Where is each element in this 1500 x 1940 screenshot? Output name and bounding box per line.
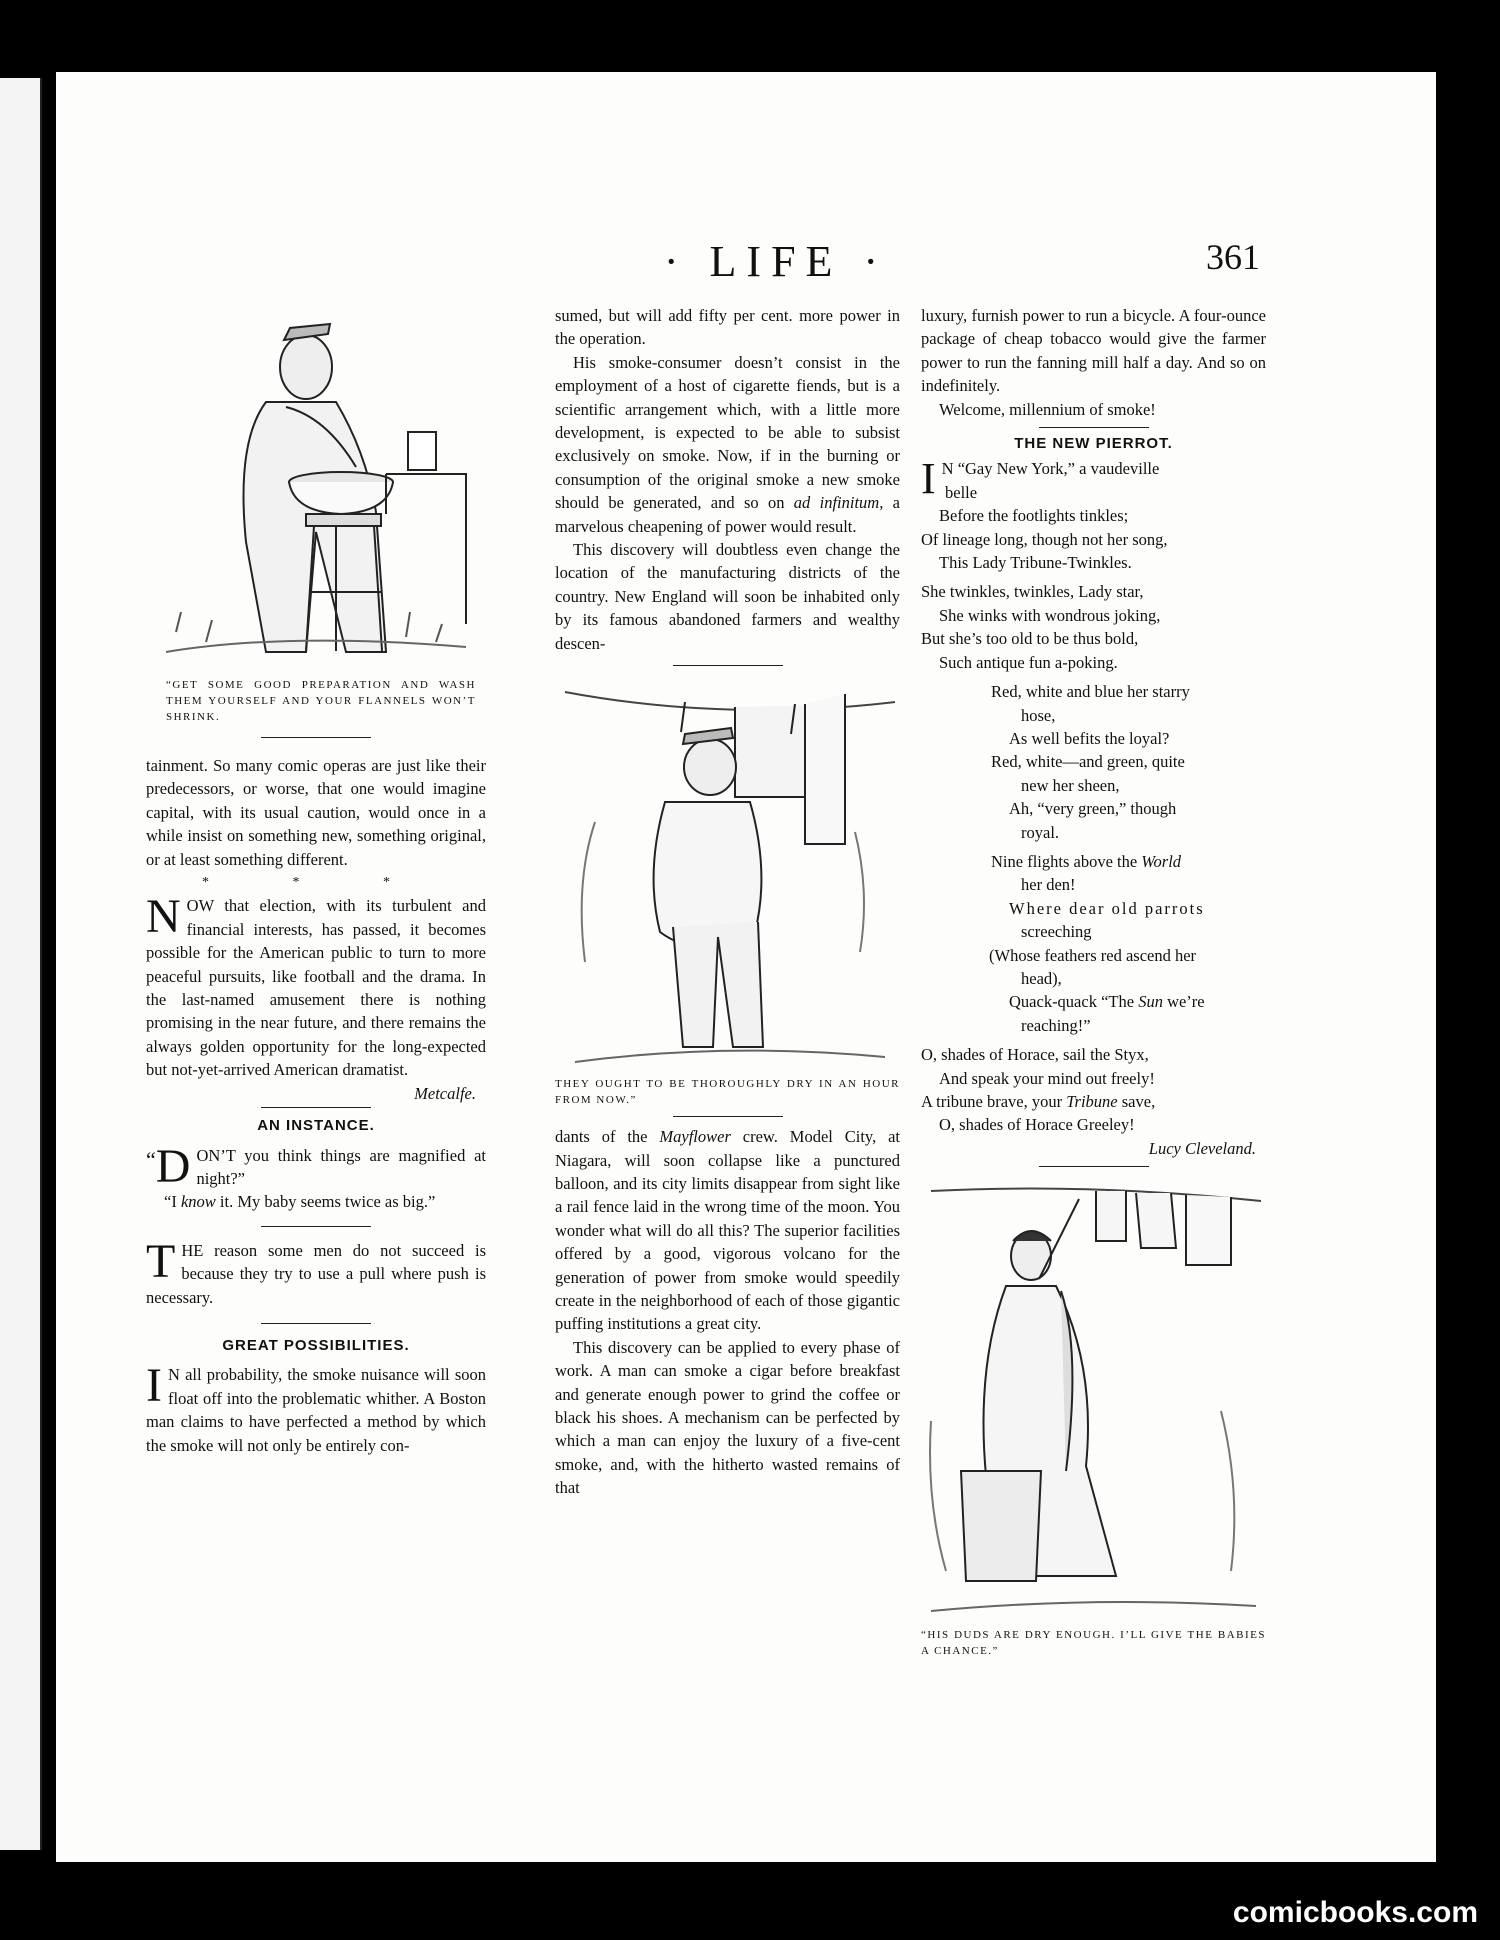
paragraph-applied: This discovery can be applied to every phase of work. A man can smoke a cigar before breakfast and generate enough power to grind the coffee or black his shoes. A mechanism can be perfected by which a man can enjoy the luxury of a five-cent smoke, and, with the hitherto wasted remains of that (555, 1337, 900, 1498)
drop-cap-d: D (155, 1139, 191, 1193)
signature-metcalfe: Metcalfe. (414, 1083, 476, 1103)
poem-line: And speak your mind out freely! (939, 1068, 1155, 1088)
paragraph-luxury: luxury, furnish power to run a bicycle. A four-ounce package of cheap tobacco would give the farmer power to run the fanning mill half a day. And so on indefinitely. (921, 306, 1266, 396)
paragraph-smoke-consumer: His smoke-consumer doesn’t consist in the employment of a host of cigarette fiends, but is a scientific arrangement which, with a little more development, is expected to be able to subsist exclusively on smoke. Now, if in the burning or consumption of the original smoke a new smoke should be generated, and so on ad infinitum, a marvelous cheapening of power would result. (555, 352, 900, 536)
poem-line: N “Gay New York,” a vaudeville (941, 459, 1160, 479)
paragraph-now: NOW that election, with its turbulent and financial interests, has passed, it becomes possible for the American public to turn to more peaceful pursuits, like football and the drama. In the last-named amusement there is nothing promising in the near future, and there remains the always golden opportunity for the long-expected but not-yet-arrived American dramatist. (146, 890, 486, 1080)
caption-1: “GET SOME GOOD PREPARATION AND WASH THEM YOURSELF AND YOUR FLANNELS WON’T SHRINK. (166, 679, 476, 723)
paragraph-dants: dants of the Mayflower crew. Model City, at Niagara, will soon collapse like a punctured balloon, and its city limits disappear from sight like a rail fence laid in the wrong time of the moon. You wonder what will do all this? The superior facilities offered by a good, vigorous volcano for the generation of power from smoke would speedily create in the neighborhood of each of those gigantic puffing institutions a great city. (555, 1127, 901, 1334)
divider (673, 665, 783, 666)
poem-line: Nine flights above the (991, 851, 1138, 871)
divider (261, 1107, 371, 1108)
poem-line: She twinkles, twinkles, Lady star, (921, 582, 1144, 602)
masthead: · LIFE · (663, 237, 889, 286)
paragraph-tainment: tainment. So many comic operas are just like their predecessors, or worse, that one would imagine capital, with its usual caution, would once in a while insist on something new, something original, or at least something different. (146, 756, 486, 869)
divider (261, 1226, 371, 1227)
heading-new-pierrot: THE NEW PIERROT. (1014, 435, 1173, 453)
section-stars: * * * (202, 875, 430, 891)
poem-line: hose, (1021, 705, 1056, 725)
illustration-man-clothesline (555, 672, 900, 1072)
poem-line: her den! (1021, 875, 1076, 895)
divider (1039, 427, 1149, 428)
paragraph-reply: “I know it. My baby seems twice as big.” (164, 1192, 436, 1212)
magazine-page (56, 72, 1436, 1862)
divider (673, 1116, 783, 1117)
signature-lucy-cleveland: Lucy Cleveland. (1148, 1138, 1256, 1158)
poem-line: Red, white—and green, quite (991, 752, 1185, 772)
page-number: 361 (1206, 237, 1260, 277)
poem-new-pierrot: I N “Gay New York,” a vaudeville belle Before the footlights tinkles; Of lineage long, though not her song, This Lady Tribune-Twinkles. She twinkles, twinkles, Lady star, She winks with wondrous joking, But she’s too old to be thus bold, Such antique fun a-poking. Red, white and blue her starry hose, As well befits the loyal? Red, white—and green, quite new her sheen, Ah, “very green,” though royal. Nine flights above the World her den! Where dear old parrots screeching (Whose feathers red ascend her head), Quack-quack “The Sun we’re reaching!” O, shades of Horace, sail the Styx, And speak your mind out freely! A tribune brave, your Tribune save, O, shades of Horace Greeley! (921, 457, 1266, 1136)
divider (261, 737, 371, 738)
column-2 (555, 304, 900, 1500)
drop-cap-t: T (146, 1234, 176, 1288)
poem-line: Ah, “very green,” though (1009, 799, 1177, 819)
caption-2: THEY OUGHT TO BE THOROUGHLY DRY IN AN HOUR FROM NOW.” (555, 1078, 900, 1107)
poem-line: This Lady Tribune-Twinkles. (939, 553, 1132, 573)
poem-line: screeching (1021, 922, 1092, 942)
poem-line: royal. (1021, 822, 1060, 842)
poem-line: Quack-quack “The (1009, 992, 1135, 1012)
poem-line: Such antique fun a-poking. (939, 652, 1118, 672)
poem-line: She winks with wondrous joking, (939, 605, 1161, 625)
drop-cap-i-poem: I (921, 454, 936, 504)
heading-an-instance: AN INSTANCE. (257, 1117, 375, 1135)
poem-line: As well befits the loyal? (1009, 728, 1170, 748)
illustration-man-washing (146, 232, 476, 667)
caption-3: “HIS DUDS ARE DRY ENOUGH. I’LL GIVE THE BABIES A CHANCE.” (921, 1629, 1266, 1658)
poem-line: Of lineage long, though not her song, (921, 529, 1168, 549)
paragraph-discovery: This discovery will doubtless even change the location of the manufacturing districts of the country. New England will soon be inhabited only by its famous abandoned farmers and wealthy descen- (555, 540, 900, 653)
drop-cap-i: I (146, 1359, 162, 1413)
poem-line: head), (1021, 968, 1062, 988)
poem-line: O, shades of Horace, sail the Styx, (921, 1045, 1149, 1065)
paragraph-reason: THE reason some men do not succeed is because they try to use a pull where push is necessary. (146, 1234, 486, 1307)
paragraph-welcome: Welcome, millennium of smoke! (939, 399, 1156, 419)
drop-cap-n: N (146, 890, 181, 944)
poem-line: O, shades of Horace Greeley! (939, 1115, 1135, 1135)
heading-great-possibilities: GREAT POSSIBILITIES. (222, 1336, 410, 1354)
poem-line: (Whose feathers red ascend her (989, 945, 1197, 965)
divider (261, 1323, 371, 1324)
poem-line: belle (945, 482, 978, 502)
poem-line: Before the footlights tinkles; (939, 506, 1129, 526)
watermark: comicbooks.com (1232, 1896, 1478, 1929)
column-1 (146, 677, 486, 1457)
poem-line: Where dear old parrots (1009, 898, 1205, 918)
divider (1039, 1166, 1149, 1167)
poem-line: A tribune brave, your (921, 1092, 1063, 1111)
poem-line: Red, white and blue her starry (991, 682, 1190, 702)
poem-line: But she’s too old to be thus bold, (921, 629, 1139, 649)
paragraph-dont: “ D ON’T you think things are magnified at night?” (146, 1139, 486, 1193)
facing-page-edge (0, 78, 42, 1850)
paragraph-in-all: I N all probability, the smoke nuisance will soon float off into the problematic whither. A Boston man claims to have perfected a method by which the smoke will not only be entirely con- (146, 1359, 486, 1455)
paragraph-sumed: sumed, but will add fifty per cent. more power in the operation. (555, 306, 900, 349)
poem-line: new her sheen, (1021, 775, 1120, 795)
column-3 (921, 304, 1266, 1659)
illustration-woman-clothesline (921, 1171, 1266, 1621)
poem-line: reaching!” (1021, 1015, 1091, 1035)
